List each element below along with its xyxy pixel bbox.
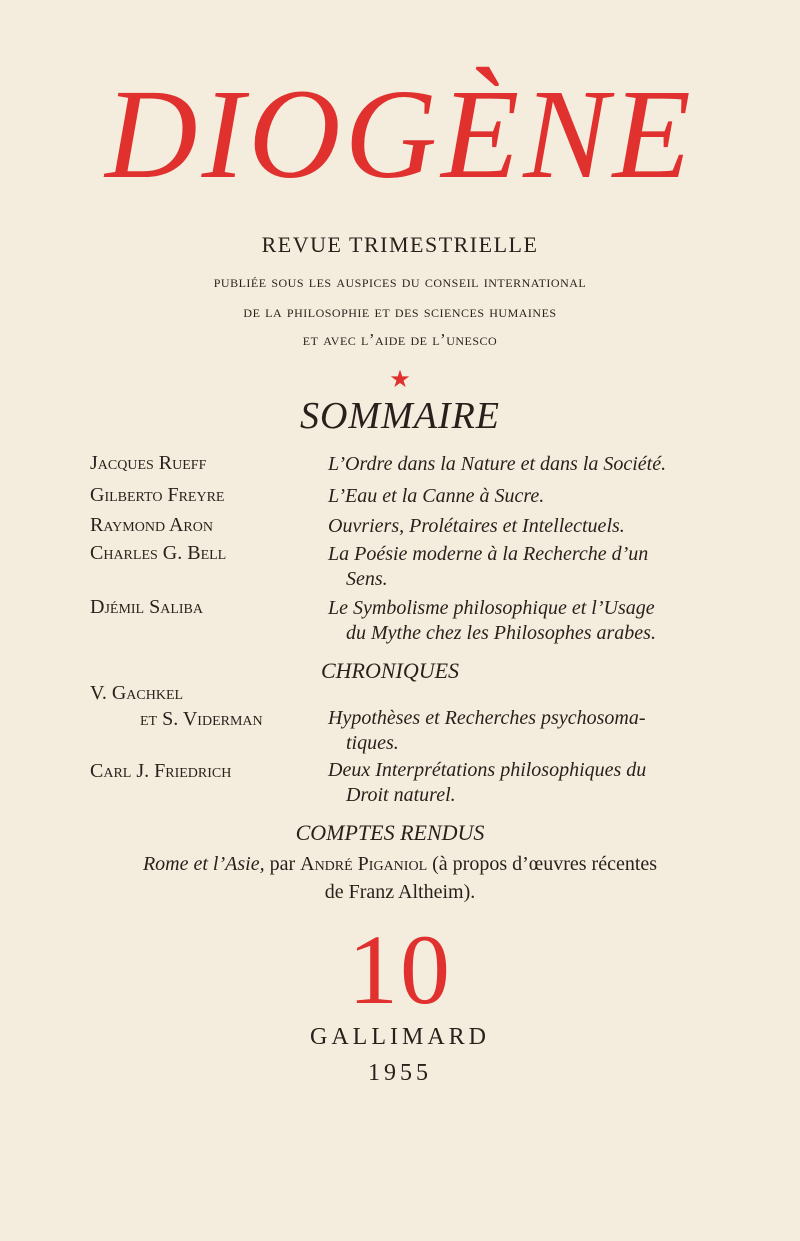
comptes-rendus-heading: COMPTES RENDUS	[295, 820, 485, 845]
chronique-coauthor: et S. Viderman	[140, 708, 263, 730]
publisher-note-line-2: de la philosophie et des sciences humaines	[243, 302, 557, 321]
review-author: André Piganiol	[300, 853, 428, 875]
toc-article-title: Le Symbolisme philosophique et l’Usage	[328, 597, 655, 619]
chroniques-heading: CHRONIQUES	[320, 658, 460, 683]
chronique-title-cont: tiques.	[346, 732, 399, 754]
chronique-article	[328, 758, 708, 808]
toc-article	[328, 484, 708, 509]
issue-number: 10	[348, 914, 452, 1025]
publication-year: 1955	[368, 1060, 432, 1086]
toc-author: Gilberto Freyre	[90, 484, 225, 506]
toc-article-title: La Poésie moderne à la Recherche d’un	[328, 543, 649, 565]
sommaire-heading: SOMMAIRE	[299, 395, 501, 437]
review-par: par	[269, 853, 296, 875]
toc-article-title-cont: du Mythe chez les Philosophes arabes.	[346, 622, 656, 644]
journal-subtitle: REVUE TRIMESTRIELLE	[261, 232, 539, 257]
star-icon: ★	[389, 367, 411, 393]
review-note: (à propos d’œuvres récentes	[432, 853, 658, 875]
journal-title: DIOGÈNE	[105, 63, 695, 205]
chronique-author: V. Gachkel	[90, 682, 184, 704]
toc-author: Jacques Rueff	[90, 452, 207, 474]
publisher-name: GALLIMARD	[310, 1024, 490, 1050]
chronique-title: Hypothèses et Recherches psychosoma-	[328, 707, 646, 729]
toc-author: Raymond Aron	[90, 514, 213, 536]
toc-article	[328, 514, 708, 539]
toc-article	[328, 596, 708, 646]
chronique-author: Carl J. Friedrich	[90, 760, 232, 782]
toc-article-title: L’Eau et la Canne à Sucre.	[328, 485, 545, 507]
toc-article	[328, 452, 708, 477]
chronique-article	[328, 706, 708, 756]
chronique-title: Deux Interprétations philosophiques du	[328, 759, 647, 781]
toc-author: Charles G. Bell	[90, 542, 227, 564]
chronique-title-cont: Droit naturel.	[346, 784, 456, 806]
toc-article-title: L’Ordre dans la Nature et dans la Société.	[328, 453, 667, 475]
review-note-cont: de Franz Altheim).	[324, 881, 476, 903]
comptes-rendus-entry	[0, 850, 800, 906]
toc-author: Djémil Saliba	[90, 596, 204, 618]
review-book-title: Rome et l’Asie,	[142, 853, 265, 875]
publisher-note-line-1: publiée sous les auspices du conseil international	[213, 272, 587, 291]
toc-article-title: Ouvriers, Prolétaires et Intellectuels.	[328, 515, 625, 537]
publisher-note-line-3: et avec l’aide de l’unesco	[302, 330, 498, 349]
toc-article-title-cont: Sens.	[346, 568, 388, 590]
toc-article	[328, 542, 708, 592]
